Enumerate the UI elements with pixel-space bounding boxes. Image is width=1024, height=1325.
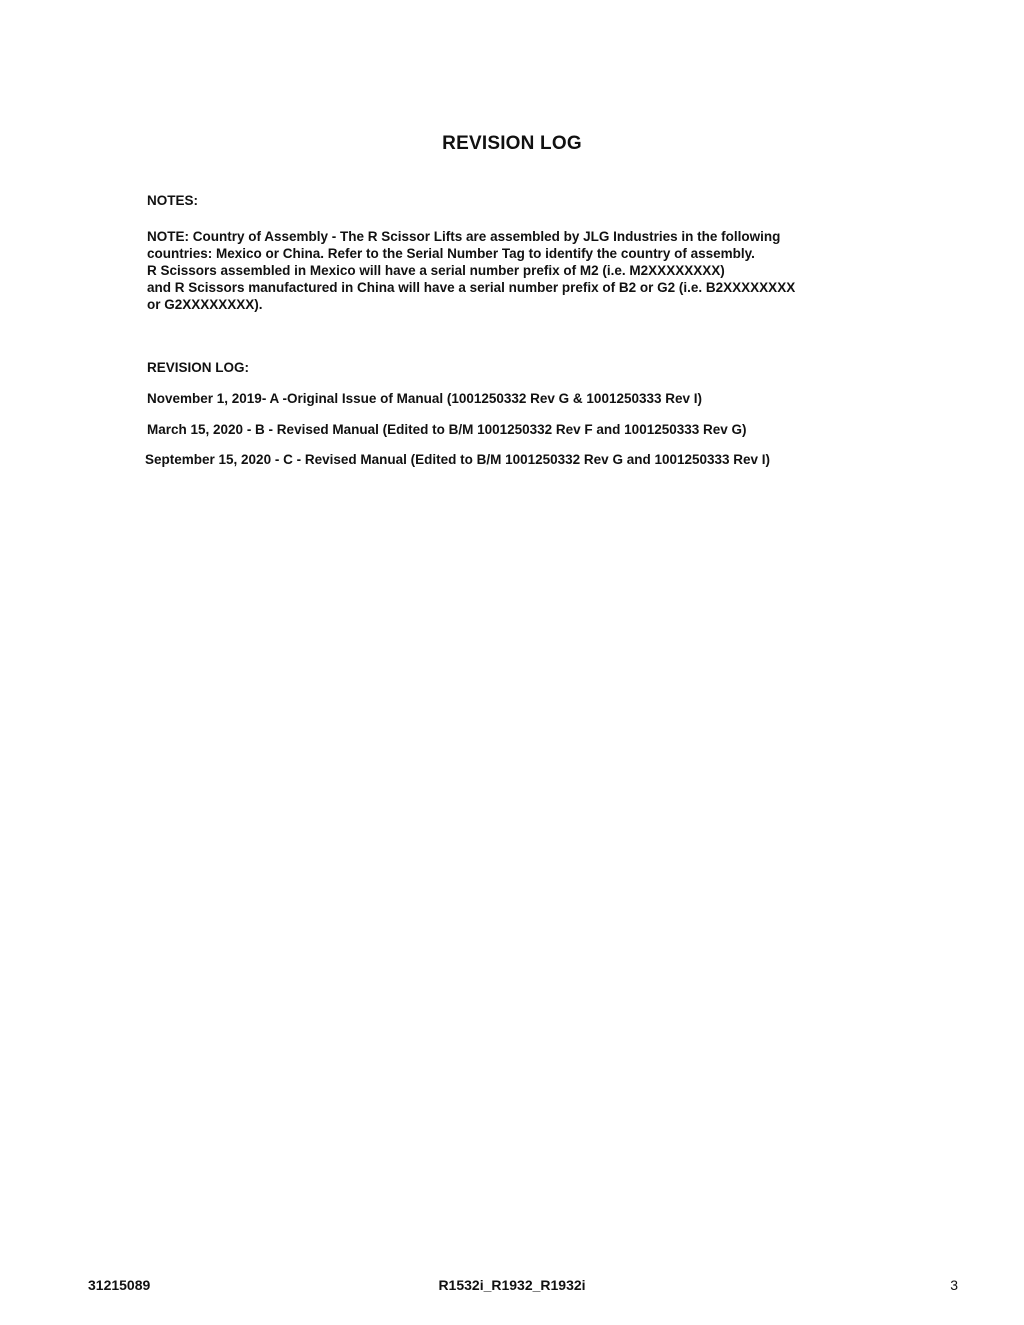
- footer-models: R1532i_R1932_R1932i: [438, 1277, 586, 1293]
- notes-heading: NOTES:: [147, 193, 199, 208]
- page-footer: [0, 1277, 1024, 1297]
- note-line: R Scissors assembled in Mexico will have a serial number prefix of M2 (i.e. M2XXXXXXXX): [147, 263, 725, 278]
- revision-entry-a: November 1, 2019- A -Original Issue of Manual (1001250332 Rev G & 1001250333 Rev I): [147, 391, 703, 406]
- footer-page-number: 3: [950, 1277, 958, 1293]
- page-title: REVISION LOG: [442, 133, 582, 154]
- note-line: or G2XXXXXXXX).: [147, 297, 263, 312]
- note-line: and R Scissors manufactured in China will have a serial number prefix of B2 or G2 (i.e. B2XXXXXXXX: [147, 280, 796, 295]
- footer-document-number: 31215089: [88, 1277, 151, 1293]
- revision-entry-b: March 15, 2020 - B - Revised Manual (Edited to B/M 1001250332 Rev F and 1001250333 Rev G): [147, 422, 747, 437]
- revision-log-heading: REVISION LOG:: [147, 360, 250, 375]
- note-line: NOTE: Country of Assembly - The R Scissor Lifts are assembled by JLG Industries in the following: [147, 229, 781, 244]
- note-paragraph: [147, 228, 867, 313]
- note-line: countries: Mexico or China. Refer to the Serial Number Tag to identify the country of assembly.: [147, 246, 755, 261]
- revision-entry-c: September 15, 2020 - C - Revised Manual (Edited to B/M 1001250332 Rev G and 1001250333 Rev I): [145, 452, 771, 467]
